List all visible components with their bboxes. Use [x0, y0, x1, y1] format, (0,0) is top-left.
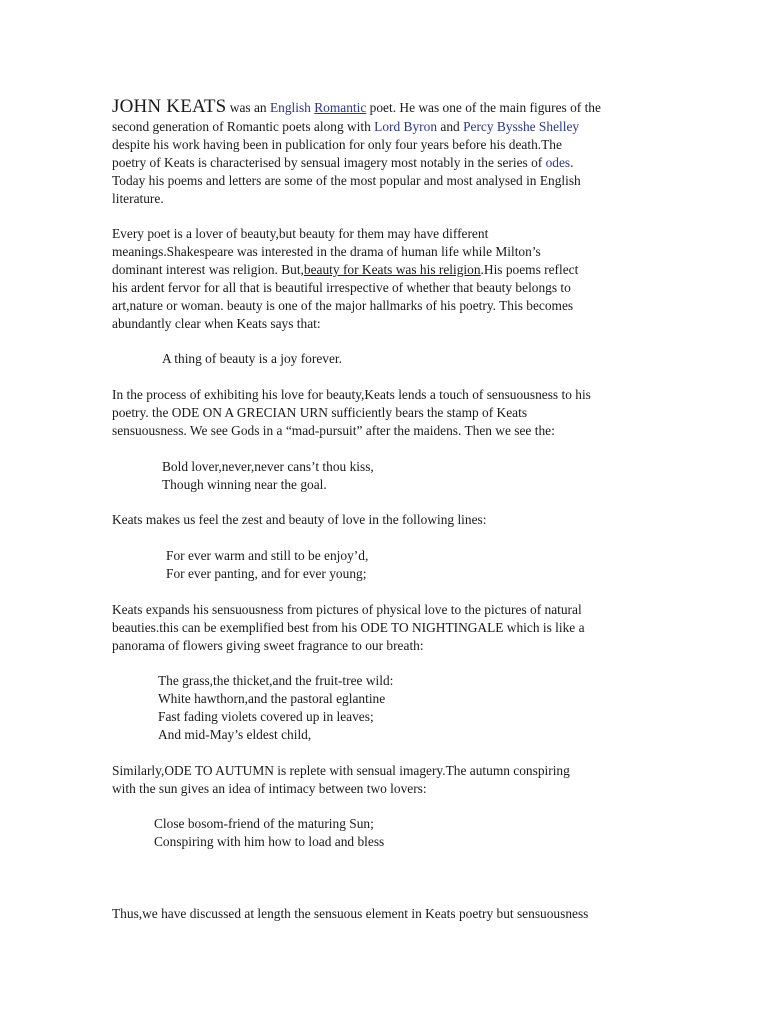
quote-line: Conspiring with him how to load and bless — [154, 834, 385, 849]
quote-line: The grass,the thicket,and the fruit-tree wild: — [158, 673, 394, 688]
english-link[interactable]: English — [269, 100, 311, 115]
paragraph-3-line-1: In the process of exhibiting his love for beauty,Keats lends a touch of sensuousness to his — [112, 387, 591, 402]
paragraph-6-line-1: Similarly,ODE TO AUTUMN is replete with sensual imagery.The autumn conspiring — [112, 763, 570, 778]
lord-byron-link[interactable]: Lord Byron — [374, 119, 438, 134]
intro-line-5: Today his poems and letters are some of the most popular and most analysed in English — [112, 173, 581, 188]
odes-link[interactable]: odes — [545, 155, 571, 170]
intro-line-2: second generation of Romantic poets along with Lord Byron and Percy Bysshe Shelley — [112, 119, 580, 134]
quote-line: A thing of beauty is a joy forever. — [162, 351, 342, 366]
paragraph-6-line-2: with the sun gives an idea of intimacy between two lovers: — [112, 781, 427, 796]
paragraph-2-line-1: Every poet is a lover of beauty,but beauty for them may have different — [112, 226, 489, 241]
paragraph-2-line-3: dominant interest was religion. But,beauty for Keats was his religion.His poems reflect — [112, 262, 579, 277]
paragraph-2-line-6: abundantly clear when Keats says that: — [112, 316, 321, 331]
intro-line-3: despite his work having been in publication for only four years before his death.The — [112, 137, 562, 152]
paragraph-5-line-1: Keats expands his sensuousness from pictures of physical love to the pictures of natural — [112, 602, 582, 617]
paragraph-4: Keats makes us feel the zest and beauty of love in the following lines: — [112, 512, 487, 527]
intro-line-4: poetry of Keats is characterised by sensual imagery most notably in the series of odes. — [112, 155, 574, 170]
paragraph-2-line-2: meanings.Shakespeare was interested in the drama of human life while Milton’s — [112, 244, 541, 259]
quote-line: For ever warm and still to be enjoy’d, — [166, 548, 369, 563]
quote-line: And mid-May’s eldest child, — [158, 727, 312, 742]
intro-text: was an — [226, 100, 270, 115]
author-name-heading: JOHN KEATS — [112, 96, 227, 117]
quote-line: Close bosom-friend of the maturing Sun; — [154, 816, 374, 831]
paragraph-2-line-5: art,nature or woman. beauty is one of the major hallmarks of his poetry. This becomes — [112, 298, 574, 313]
paragraph-7-line-1: Thus,we have discussed at length the sensuous element in Keats poetry but sensuousness — [112, 906, 589, 921]
quote-line: For ever panting, and for ever young; — [166, 566, 367, 581]
paragraph-5-line-3: panorama of flowers giving sweet fragrance to our breath: — [112, 638, 424, 653]
paragraph-5-line-2: beauties.this can be exemplified best from his ODE TO NIGHTINGALE which is like a — [112, 620, 585, 635]
quote-line: Though winning near the goal. — [162, 477, 327, 492]
paragraph-3-line-2: poetry. the ODE ON A GRECIAN URN sufficiently bears the stamp of Keats — [112, 405, 528, 420]
percy-shelley-link[interactable]: Percy Bysshe Shelley — [463, 119, 580, 134]
intro-line-6: literature. — [112, 191, 164, 206]
quote-line: Fast fading violets covered up in leaves; — [158, 709, 374, 724]
quote-line: White hawthorn,and the pastoral eglantine — [158, 691, 386, 706]
quote-line: Bold lover,never,never cans’t thou kiss, — [162, 459, 374, 474]
paragraph-2-line-4: his ardent fervor for all that is beautiful irrespective of whether that beauty belongs to — [112, 280, 571, 295]
romantic-link[interactable]: Romantic — [314, 100, 367, 115]
underlined-phrase: beauty for Keats was his religion — [303, 262, 481, 277]
paragraph-3-line-3: sensuousness. We see Gods in a “mad-pursuit” after the maidens. Then we see the: — [112, 423, 555, 438]
intro-line-1: JOHN KEATS was an English Romantic poet. He was one of the main figures of the — [112, 96, 601, 117]
